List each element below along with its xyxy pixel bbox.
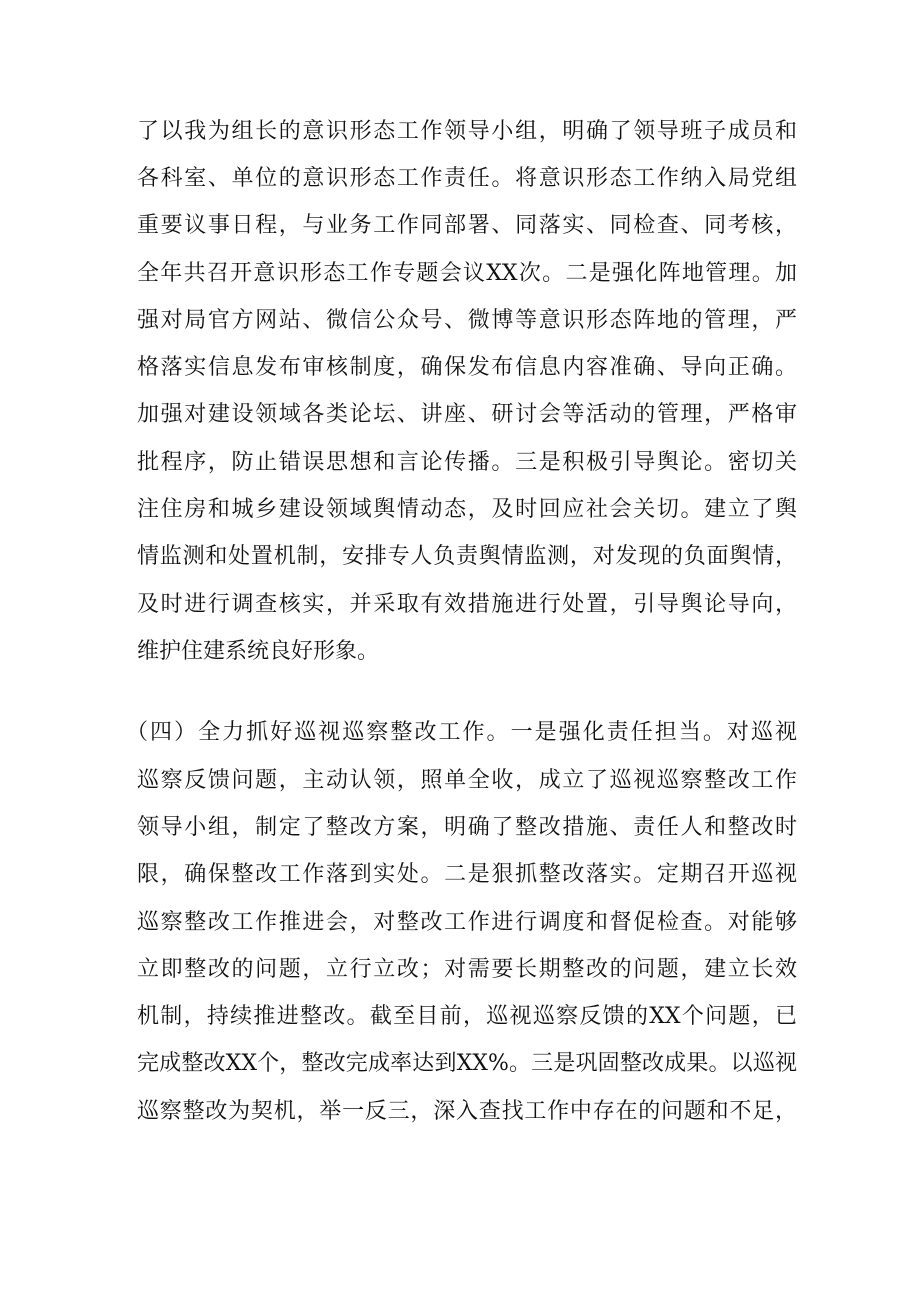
text-line: 注住房和城乡建设领域舆情动态，及时回应社会关切。建立了舆 bbox=[137, 497, 797, 522]
text-line: 巡察整改为契机，举一反三，深入查找工作中存在的问题和不足， bbox=[137, 1099, 797, 1124]
text-line: 机制，持续推进整改。截至目前，巡视巡察反馈的XX个问题，已 bbox=[137, 1004, 797, 1029]
text-line: 立即整改的问题，立行立改；对需要长期整改的问题，建立长效 bbox=[137, 957, 797, 982]
text-line: 了以我为组长的意识形态工作领导小组，明确了领导班子成员和 bbox=[137, 119, 797, 144]
text-line: 及时进行调查核实，并采取有效措施进行处置，引导舆论导向， bbox=[137, 592, 797, 617]
text-line: 重要议事日程，与业务工作同部署、同落实、同检查、同考核， bbox=[137, 213, 797, 238]
text-line: 强对局官方网站、微信公众号、微博等意识形态阵地的管理，严 bbox=[137, 308, 797, 333]
text-line: 各科室、单位的意识形态工作责任。将意识形态工作纳入局党组 bbox=[137, 166, 797, 191]
text-line: 巡察反馈问题，主动认领，照单全收，成立了巡视巡察整改工作 bbox=[137, 768, 797, 793]
text-line: 格落实信息发布审核制度，确保发布信息内容准确、导向正确。 bbox=[137, 355, 797, 380]
text-line: 限，确保整改工作落到实处。二是狠抓整改落实。定期召开巡视 bbox=[137, 862, 797, 887]
text-line: 领导小组，制定了整改方案，明确了整改措施、责任人和整改时 bbox=[137, 815, 797, 840]
text-line: 完成整改XX个，整改完成率达到XX%。三是巩固整改成果。以巡视 bbox=[137, 1051, 797, 1076]
text-line: 全年共召开意识形态工作专题会议XX次。二是强化阵地管理。加 bbox=[137, 261, 797, 286]
section-heading-line: （四）全力抓好巡视巡察整改工作。一是强化责任担当。对巡视 bbox=[126, 720, 797, 745]
text-line: 维护住建系统良好形象。 bbox=[137, 639, 380, 664]
text-line: 情监测和处置机制，安排专人负责舆情监测，对发现的负面舆情， bbox=[137, 544, 797, 569]
text-line: 加强对建设领域各类论坛、讲座、研讨会等活动的管理，严格审 bbox=[137, 402, 797, 427]
text-line: 巡察整改工作推进会，对整改工作进行调度和督促检查。对能够 bbox=[137, 910, 797, 935]
text-line: 批程序，防止错误思想和言论传播。三是积极引导舆论。密切关 bbox=[137, 450, 797, 475]
